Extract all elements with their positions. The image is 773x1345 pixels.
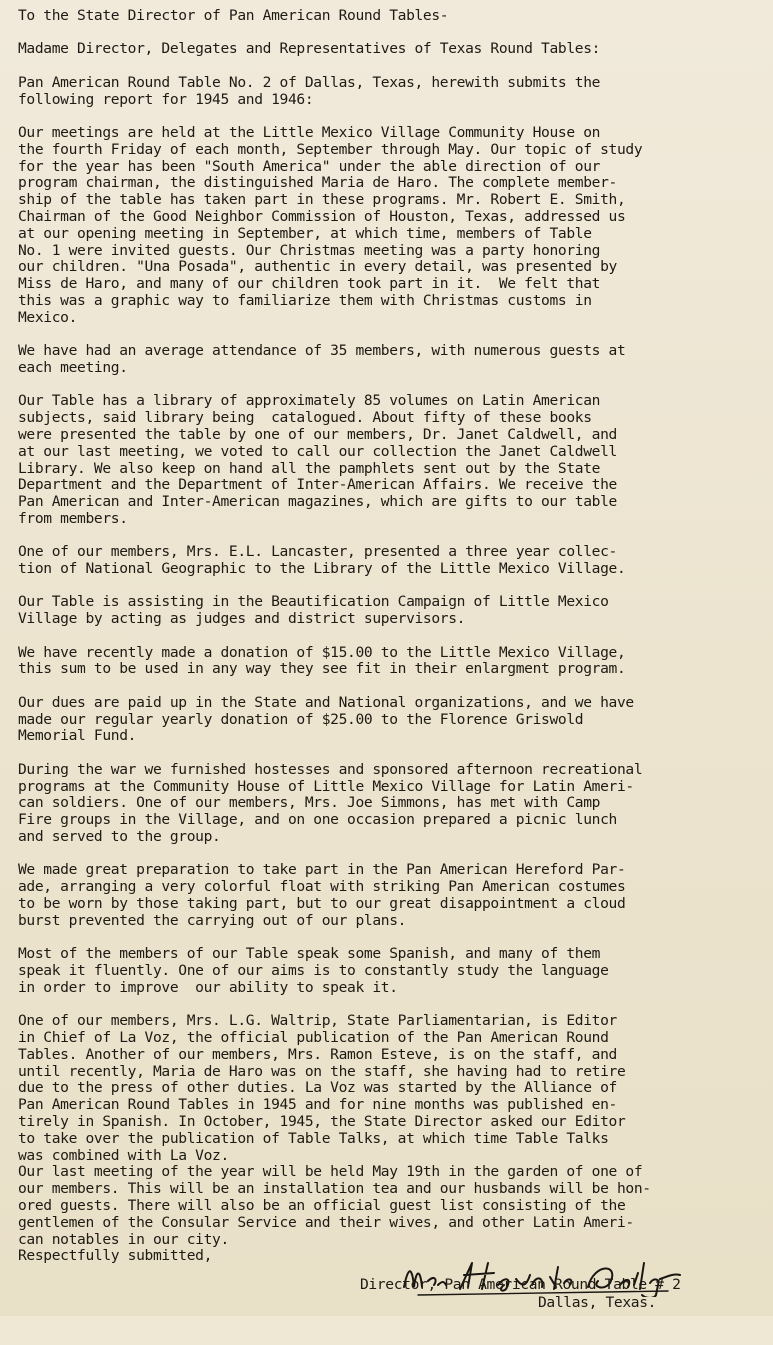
paragraph-line: due to the press of other duties. La Voz was started by the Alliance of	[18, 1079, 617, 1097]
paragraph-line: Our dues are paid up in the State and National organizations, and we have	[18, 693, 634, 711]
paragraph-line: ored guests. There will also be an official guest list consisting of the	[18, 1196, 626, 1214]
paragraph-line: from members.	[18, 509, 128, 527]
signer-title: Director, Pan American Round Table # 2	[360, 1276, 681, 1294]
salutation-line: Madame Director, Delegates and Representatives of Texas Round Tables:	[18, 40, 601, 58]
paragraph-line: subjects, said library being catalogued. About fifty of these books	[18, 409, 592, 427]
paragraph-line: Our last meeting of the year will be held May 19th in the garden of one of	[18, 1163, 643, 1181]
paragraph-line: One of our members, Mrs. L.G. Waltrip, State Parliamentarian, is Editor	[18, 1012, 617, 1030]
paragraph-line: and served to the group.	[18, 828, 221, 846]
paragraph-line: We have had an average attendance of 35 members, with numerous guests at	[18, 342, 626, 360]
salutation-line: To the State Director of Pan American Round Tables-	[18, 7, 449, 24]
paragraph-line: Pan American Round Tables in 1945 and for nine months was published en-	[18, 1096, 617, 1114]
paragraph-line: our members. This will be an installation tea and our husbands will be hon-	[18, 1180, 651, 1198]
paragraph-line: Tables. Another of our members, Mrs. Ramon Esteve, is on the staff, and	[18, 1045, 617, 1063]
paragraph-line: Our Table has a library of approximately 85 volumes on Latin American	[18, 392, 601, 410]
paragraph-line: speak it fluently. One of our aims is to constantly study the language	[18, 961, 609, 979]
paragraph-line: following report for 1945 and 1946:	[18, 90, 314, 108]
paragraph-line: to take over the publication of Table Talks, at which time Table Talks	[18, 1129, 609, 1147]
paragraph-line: programs at the Community House of Little Mexico Village for Latin Ameri-	[18, 777, 634, 795]
paragraph-line: each meeting.	[18, 358, 128, 376]
paragraph-line: made our regular yearly donation of $25.00 to the Florence Griswold	[18, 710, 584, 728]
paragraph-line: During the war we furnished hostesses and sponsored afternoon recreational	[18, 760, 643, 778]
paragraph-line: program chairman, the distinguished Maria de Haro. The complete member-	[18, 174, 617, 192]
paragraph-line: Mexico.	[18, 308, 78, 326]
paragraph-line: at our last meeting, we voted to call our collection the Janet Caldwell	[18, 442, 617, 460]
paragraph-line: Department and the Department of Inter-American Affairs. We receive the	[18, 476, 617, 494]
paragraph-line: Pan American and Inter-American magazines, which are gifts to our table	[18, 493, 617, 511]
paragraph-line: at our opening meeting in September, at which time, members of Table	[18, 224, 592, 242]
paragraph-line: Our meetings are held at the Little Mexico Village Community House on	[18, 123, 601, 141]
paragraph-line: Pan American Round Table No. 2 of Dallas, Texas, herewith submits the	[18, 73, 601, 91]
paragraph-line: Our Table is assisting in the Beautification Campaign of Little Mexico	[18, 593, 609, 611]
paragraph-line: in order to improve our ability to speak it.	[18, 978, 398, 996]
paragraph-line: Most of the members of our Table speak some Spanish, and many of them	[18, 945, 601, 963]
paragraph-line: Chairman of the Good Neighbor Commission of Houston, Texas, addressed us	[18, 207, 626, 225]
paragraph-line: were presented the table by one of our members, Dr. Janet Caldwell, and	[18, 425, 617, 443]
paragraph-line: the fourth Friday of each month, September through May. Our topic of study	[18, 140, 643, 158]
paragraph-line: ade, arranging a very colorful float with striking Pan American costumes	[18, 878, 626, 896]
paragraph-line: our children. "Una Posada", authentic in every detail, was presented by	[18, 258, 617, 276]
paragraph-line: to be worn by those taking part, but to our great disappointment a cloud	[18, 895, 626, 912]
paragraph-line: We have recently made a donation of $15.00 to the Little Mexico Village,	[18, 643, 626, 661]
paragraph-line: We made great preparation to take part in the Pan American Hereford Par-	[18, 861, 626, 879]
paragraph-line: burst prevented the carrying out of our plans.	[18, 911, 407, 929]
paragraph-line: was combined with La Voz.	[18, 1146, 229, 1164]
signer-place: Dallas, Texas.	[538, 1294, 657, 1312]
paragraph-line: for the year has been "South America" under the able direction of our	[18, 157, 601, 175]
paragraph-line: Miss de Haro, and many of our children took part in it. We felt that	[18, 275, 601, 293]
paragraph-line: Memorial Fund.	[18, 727, 137, 745]
paragraph-line: No. 1 were invited guests. Our Christmas meeting was a party honoring	[18, 241, 601, 259]
paragraph-line: can notables in our city.	[18, 1230, 229, 1248]
paragraph-line: can soldiers. One of our members, Mrs. Joe Simmons, has met with Camp	[18, 794, 601, 812]
paragraph-line: One of our members, Mrs. E.L. Lancaster, presented a three year collec-	[18, 543, 617, 561]
paragraph-line: in Chief of La Voz, the official publication of the Pan American Round	[18, 1028, 609, 1046]
paragraph-line: Fire groups in the Village, and on one occasion prepared a picnic lunch	[18, 811, 617, 829]
paragraph-line: ship of the table has taken part in these programs. Mr. Robert E. Smith,	[18, 191, 626, 209]
paragraph-line: this sum to be used in any way they see fit in their enlargment program.	[18, 660, 626, 678]
signature-block	[18, 1265, 763, 1345]
paragraph-line: until recently, Maria de Haro was on the staff, she having had to retire	[18, 1062, 626, 1080]
paragraph-line: tirely in Spanish. In October, 1945, the State Director asked our Editor	[18, 1112, 626, 1130]
paragraph-line: tion of National Geographic to the Library of the Little Mexico Village.	[18, 560, 626, 578]
letter-body	[18, 75, 763, 1265]
paragraph-line: Library. We also keep on hand all the pamphlets sent out by the State	[18, 459, 601, 477]
paragraph-line: gentlemen of the Consular Service and their wives, and other Latin Ameri-	[18, 1213, 634, 1231]
paragraph-line: this was a graphic way to familiarize them with Christmas customs in	[18, 291, 592, 309]
paragraph-line: Respectfully submitted,	[18, 1247, 213, 1265]
paragraph-line: Village by acting as judges and district supervisors.	[18, 610, 466, 628]
